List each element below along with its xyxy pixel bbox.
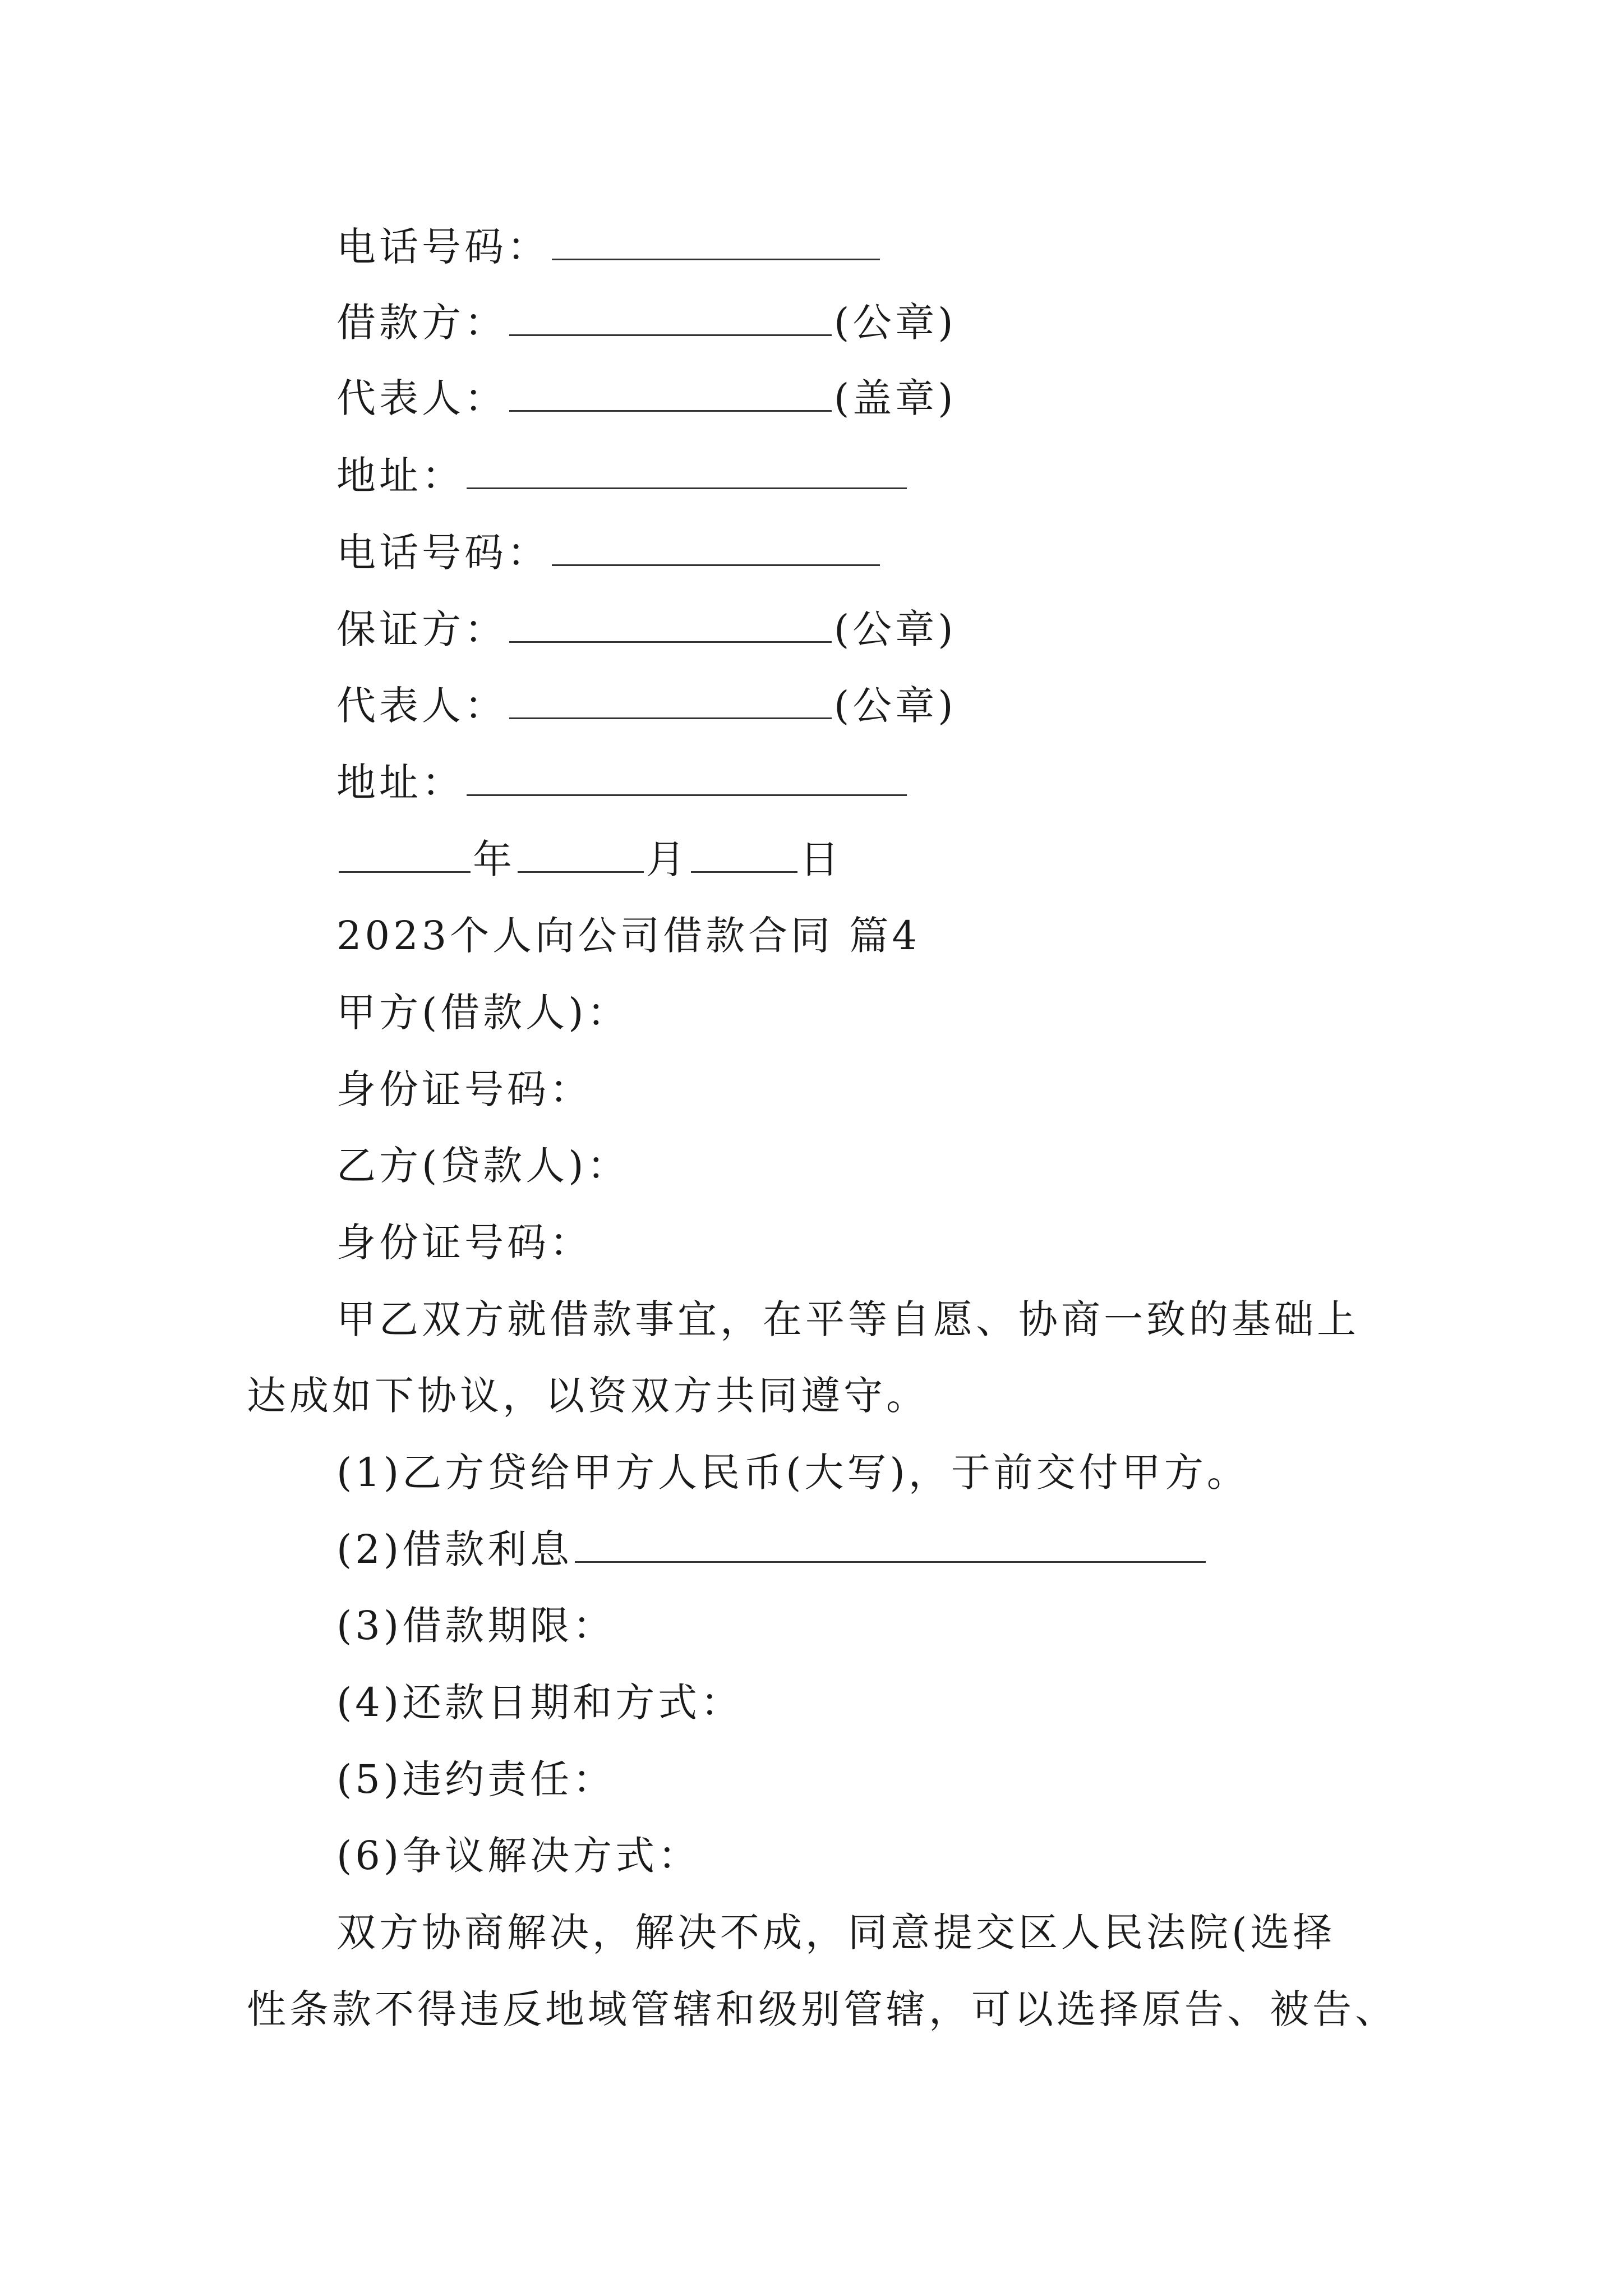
paragraph-1-line-1: 甲乙双方就借款事宜，在平等自愿、协商一致的基础上 bbox=[336, 1296, 1359, 1342]
borrower-line bbox=[336, 295, 957, 351]
phone-label: 电话号码： bbox=[336, 224, 550, 270]
guarantor-label: 保证方： bbox=[336, 606, 507, 652]
representative-label: 代表人： bbox=[336, 375, 507, 421]
representative-label: 代表人： bbox=[336, 683, 507, 729]
item-1: (1)乙方贷给甲方人民币(大写)，于前交付甲方。 bbox=[336, 1450, 1249, 1496]
party-b-line: 乙方(贷款人)： bbox=[336, 1143, 630, 1189]
guarantor-line bbox=[336, 601, 957, 657]
phone-line-2 bbox=[336, 524, 882, 581]
id-b-line: 身份证号码： bbox=[336, 1220, 592, 1266]
blank-field bbox=[467, 760, 907, 796]
item-3: (3)借款期限： bbox=[336, 1603, 616, 1649]
item-6: (6)争议解决方式： bbox=[336, 1833, 701, 1879]
stamp-note: (公章) bbox=[834, 683, 957, 729]
month-label: 月 bbox=[646, 836, 689, 882]
address-line-1 bbox=[336, 448, 909, 504]
borrower-label: 借款方： bbox=[336, 300, 507, 346]
stamp-note: (公章) bbox=[834, 300, 957, 346]
stamp-note: (盖章) bbox=[834, 375, 957, 421]
blank-field bbox=[509, 375, 832, 412]
representative-line-1 bbox=[336, 370, 957, 426]
date-line bbox=[336, 831, 842, 887]
blank-field bbox=[518, 836, 644, 873]
blank-field bbox=[509, 606, 832, 643]
section-title: 2023个人向公司借款合同 篇4 bbox=[336, 913, 920, 959]
address-line-2 bbox=[336, 754, 909, 811]
address-label: 地址： bbox=[336, 760, 464, 806]
address-label: 地址： bbox=[336, 453, 464, 499]
paragraph-1-line-2: 达成如下协议，以资双方共同遵守。 bbox=[247, 1373, 929, 1419]
item-5: (5)违约责任： bbox=[336, 1756, 616, 1802]
blank-field bbox=[691, 836, 797, 873]
blank-field bbox=[509, 300, 832, 336]
phone-label: 电话号码： bbox=[336, 530, 550, 576]
party-a-line: 甲方(借款人)： bbox=[336, 990, 630, 1036]
blank-field bbox=[575, 1526, 1206, 1563]
blank-field bbox=[467, 453, 907, 489]
paragraph-2-line-2: 性条款不得违反地域管辖和级别管辖，可以选择原告、被告、 bbox=[247, 1986, 1398, 2032]
blank-field bbox=[339, 836, 471, 873]
item-2: (2)借款利息 bbox=[336, 1526, 573, 1572]
blank-field bbox=[552, 224, 880, 260]
representative-line-2 bbox=[336, 678, 957, 734]
item-2-line bbox=[336, 1521, 1208, 1577]
blank-field bbox=[509, 683, 832, 719]
day-label: 日 bbox=[800, 836, 842, 882]
phone-line-1 bbox=[336, 219, 882, 275]
stamp-note: (公章) bbox=[834, 606, 957, 652]
blank-field bbox=[552, 530, 880, 566]
year-label: 年 bbox=[473, 836, 515, 882]
item-4: (4)还款日期和方式： bbox=[336, 1680, 744, 1726]
paragraph-2-line-1: 双方协商解决，解决不成，同意提交区人民法院(选择 bbox=[336, 1910, 1336, 1955]
id-a-line: 身份证号码： bbox=[336, 1066, 592, 1112]
